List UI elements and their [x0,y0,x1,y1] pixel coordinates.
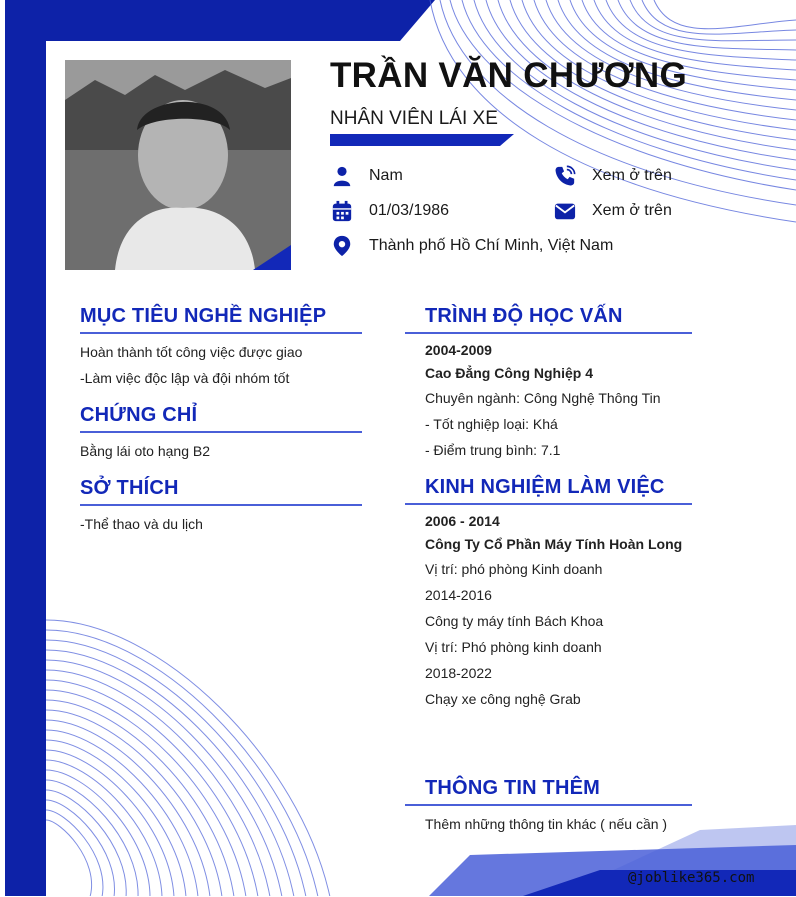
experience-title: KINH NGHIỆM LÀM VIỆC [405,476,692,505]
calendar-icon [330,199,354,223]
phone-row [553,164,672,188]
profile-photo [65,60,291,270]
watermark-text: @joblike365.com [628,870,755,886]
additional-info-line: Thêm những thông tin khác ( nếu cần ) [425,816,668,832]
objective-line: Hoàn thành tốt công việc được giao [80,344,303,360]
education-line: Chuyên ngành: Công Nghệ Thông Tin [425,390,661,406]
education-title: TRÌNH ĐỘ HỌC VẤN [405,305,692,334]
education-line: - Tốt nghiệp loại: Khá [425,416,558,432]
birthdate-value: 01/03/1986 [369,202,450,219]
address-value: Thành phố Hồ Chí Minh, Việt Nam [369,237,614,254]
experience-period: 2006 - 2014 [425,513,500,529]
person-photo-icon [65,60,291,270]
certificates-title: CHỨNG CHỈ [80,404,362,433]
email-row [553,199,672,223]
hobbies-title: SỞ THÍCH [80,477,362,506]
gender-value: Nam [369,167,403,184]
education-school: Cao Đẳng Công Nghiệp 4 [425,365,593,381]
experience-line: Vị trí: Phó phòng kinh doanh [425,639,602,655]
gender-row [330,164,403,188]
user-icon [330,164,354,188]
experience-company: Công Ty Cổ Phần Máy Tính Hoàn Long [425,536,683,552]
email-value: Xem ở trên [592,202,672,219]
address-row [330,234,613,258]
job-title-underline [330,134,514,146]
experience-line: Vị trí: phó phòng Kinh doanh [425,561,603,577]
map-pin-icon [330,234,354,258]
envelope-icon [553,199,577,223]
additional-info-title: THÔNG TIN THÊM [405,777,692,806]
certificate-line: Bằng lái oto hạng B2 [80,443,210,459]
experience-line: 2014-2016 [425,587,492,603]
candidate-name: TRẦN VĂN CHƯƠNG [330,56,687,95]
objective-line: -Làm việc độc lập và đội nhóm tốt [80,370,290,386]
phone-value: Xem ở trên [592,167,672,184]
birthdate-row [330,199,449,223]
hobby-line: -Thể thao và du lịch [80,516,203,532]
experience-line: Chạy xe công nghệ Grab [425,691,581,707]
phone-icon [553,164,577,188]
objective-title: MỤC TIÊU NGHỀ NGHIỆP [80,305,362,334]
education-line: - Điểm trung bình: 7.1 [425,442,561,458]
experience-line: Công ty máy tính Bách Khoa [425,613,604,629]
experience-line: 2018-2022 [425,665,492,681]
education-period: 2004-2009 [425,342,492,358]
job-title: NHÂN VIÊN LÁI XE [330,108,498,129]
